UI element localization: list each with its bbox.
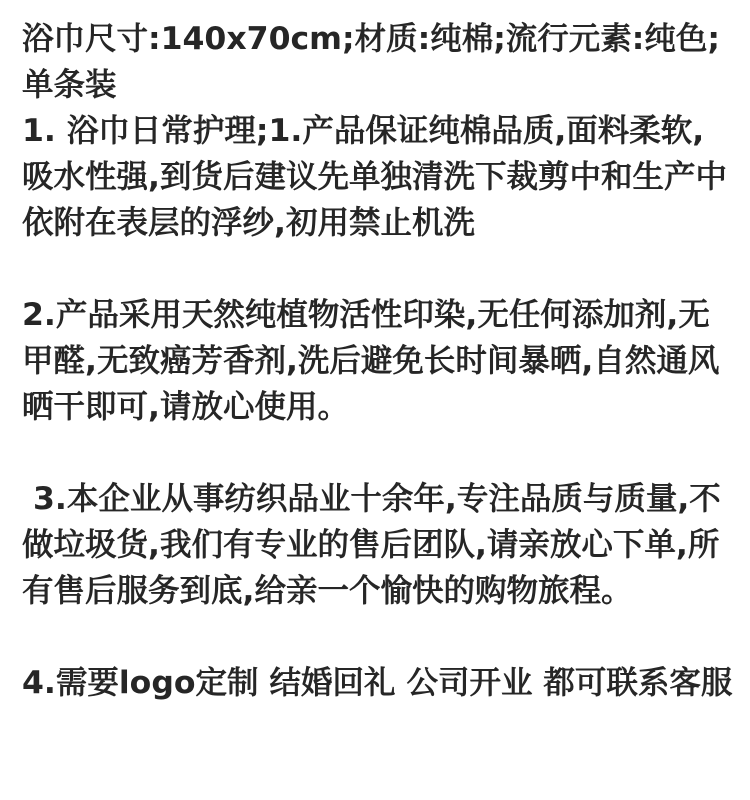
care-paragraph: 1. 浴巾日常护理;1.产品保证纯棉品质,面料柔软,吸水性强,到货后建议先单独清洗下裁剪中和生产中依附在表层的浮纱,初用禁止机洗 xyxy=(22,113,727,241)
company-paragraph: 3.本企业从事纺织品业十余年,专注品质与质量,不做垃圾货,我们有专业的售后团队,请亲放心下单,所有售后服务到底,给亲一个愉快的购物旅程。 xyxy=(22,481,721,609)
spacer xyxy=(22,246,734,292)
dye-paragraph: 2.产品采用天然纯植物活性印染,无任何添加剂,无甲醛,无致癌芳香剂,洗后避免长时间暴晒,自然通风晒干即可,请放心使用。 xyxy=(22,297,720,425)
spacer xyxy=(22,614,734,660)
product-description xyxy=(22,16,734,706)
custom-logo-paragraph: 4.需要logo定制 结婚回礼 公司开业 都可联系客服 xyxy=(22,665,733,701)
spacer xyxy=(22,430,734,476)
spec-paragraph: 浴巾尺寸:140x70cm;材质:纯棉;流行元素:纯色;单条装 xyxy=(22,21,720,103)
